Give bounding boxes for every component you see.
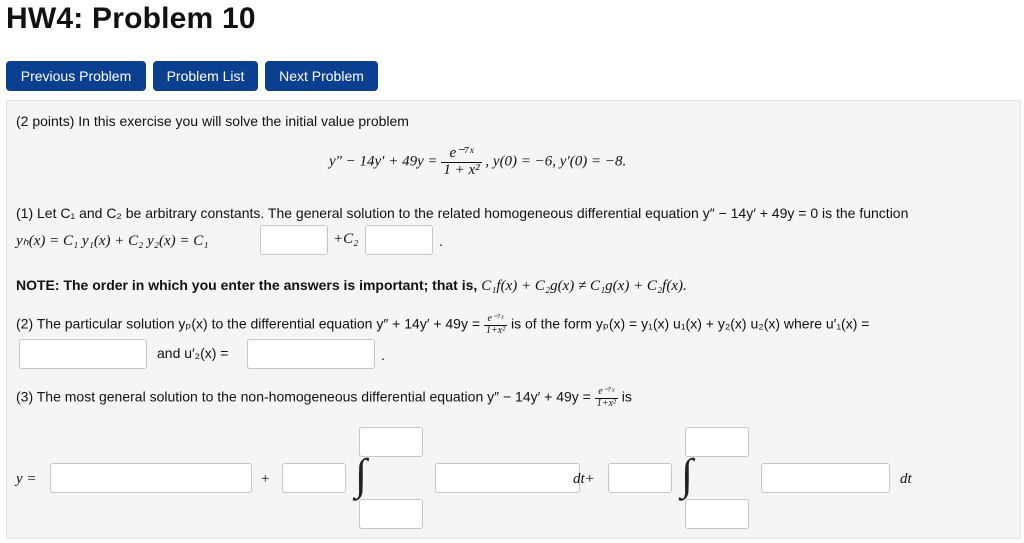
page-title: HW4: Problem 10	[6, 2, 256, 35]
integral1-upper-input[interactable]	[359, 427, 423, 457]
part2-text-b: is of the form yₚ(x) = y₁(x) u₁(x) + y₂(x) u₂(x) where u′₁(x) =	[511, 315, 870, 332]
u1-prime-input[interactable]	[19, 339, 147, 369]
ivp-lhs: y″ − 14y′ + 49y =	[329, 153, 438, 170]
previous-problem-button[interactable]: Previous Problem	[6, 61, 146, 91]
y-equals-label: y =	[16, 471, 37, 487]
ivp-initial-conditions: , y(0) = −6, y′(0) = −8.	[485, 153, 627, 170]
part3-fraction	[595, 387, 618, 409]
u2-prime-input[interactable]	[247, 339, 375, 369]
part3-denominator: 1+x²	[596, 397, 616, 409]
part2-end: .	[381, 347, 385, 363]
part2-line	[16, 314, 869, 336]
ivp-denominator: 1 + x²	[443, 161, 480, 178]
dt-plus-label: dt+	[573, 471, 595, 487]
plus-c2-label: +C₂	[333, 231, 359, 247]
ivp-fraction	[441, 146, 481, 179]
integral2-upper-input[interactable]	[685, 427, 749, 457]
integral2-integrand-input[interactable]	[761, 463, 890, 493]
note-expression: C₁f(x) + C₂g(x) ≠ C₁g(x) + C₂f(x).	[481, 278, 687, 294]
ivp-equation	[329, 146, 626, 179]
ivp-numerator: e⁻⁷ˣ	[441, 146, 481, 163]
c2-answer-input[interactable]	[365, 225, 433, 255]
part1-end: .	[439, 233, 443, 249]
part1-lhs: yₕ(x) = C₁ y₁(x) + C₂ y₂(x) = C₁	[16, 233, 209, 249]
part2-text-a: (2) The particular solution yₚ(x) to the differential equation y″ + 14y′ + 49y =	[16, 315, 481, 332]
part3-numerator: e⁻⁷ˣ	[595, 387, 618, 399]
y-term1-input[interactable]	[50, 463, 252, 493]
part3-text-a: (3) The most general solution to the non-homogeneous differential equation y″ − 14y′ + 49y =	[16, 388, 591, 405]
integral1-sign: ∫	[355, 450, 368, 499]
next-problem-button[interactable]: Next Problem	[265, 61, 378, 91]
part1-text: (1) Let C₁ and C₂ be arbitrary constants. The general solution to the related homogeneous differential equation y″ − 14y′ + 49y = 0 is the function	[16, 205, 909, 221]
note-line	[16, 277, 687, 295]
y-coefficient1-input[interactable]	[282, 463, 346, 493]
plus-label: +	[261, 471, 270, 487]
part3-line	[16, 387, 632, 409]
part2-fraction	[484, 314, 507, 336]
part2-numerator: e⁻⁷ˣ	[484, 314, 507, 326]
integral2-lower-input[interactable]	[685, 499, 749, 529]
problem-list-button[interactable]: Problem List	[153, 61, 258, 91]
part2-and: and u′₂(x) =	[157, 345, 229, 361]
c1-answer-input[interactable]	[260, 225, 328, 255]
dt-label: dt	[900, 471, 912, 487]
integral2-sign: ∫	[681, 450, 694, 499]
y-coefficient2-input[interactable]	[608, 463, 672, 493]
problem-intro: (2 points) In this exercise you will solve the initial value problem	[16, 113, 409, 129]
part3-text-b: is	[621, 388, 632, 405]
integral1-lower-input[interactable]	[359, 499, 423, 529]
part2-denominator: 1+x²	[485, 324, 506, 336]
note-bold-text: NOTE: The order in which you enter the answers is important; that is,	[16, 277, 478, 293]
problem-panel	[6, 100, 1021, 539]
integral1-integrand-input[interactable]	[435, 463, 580, 493]
